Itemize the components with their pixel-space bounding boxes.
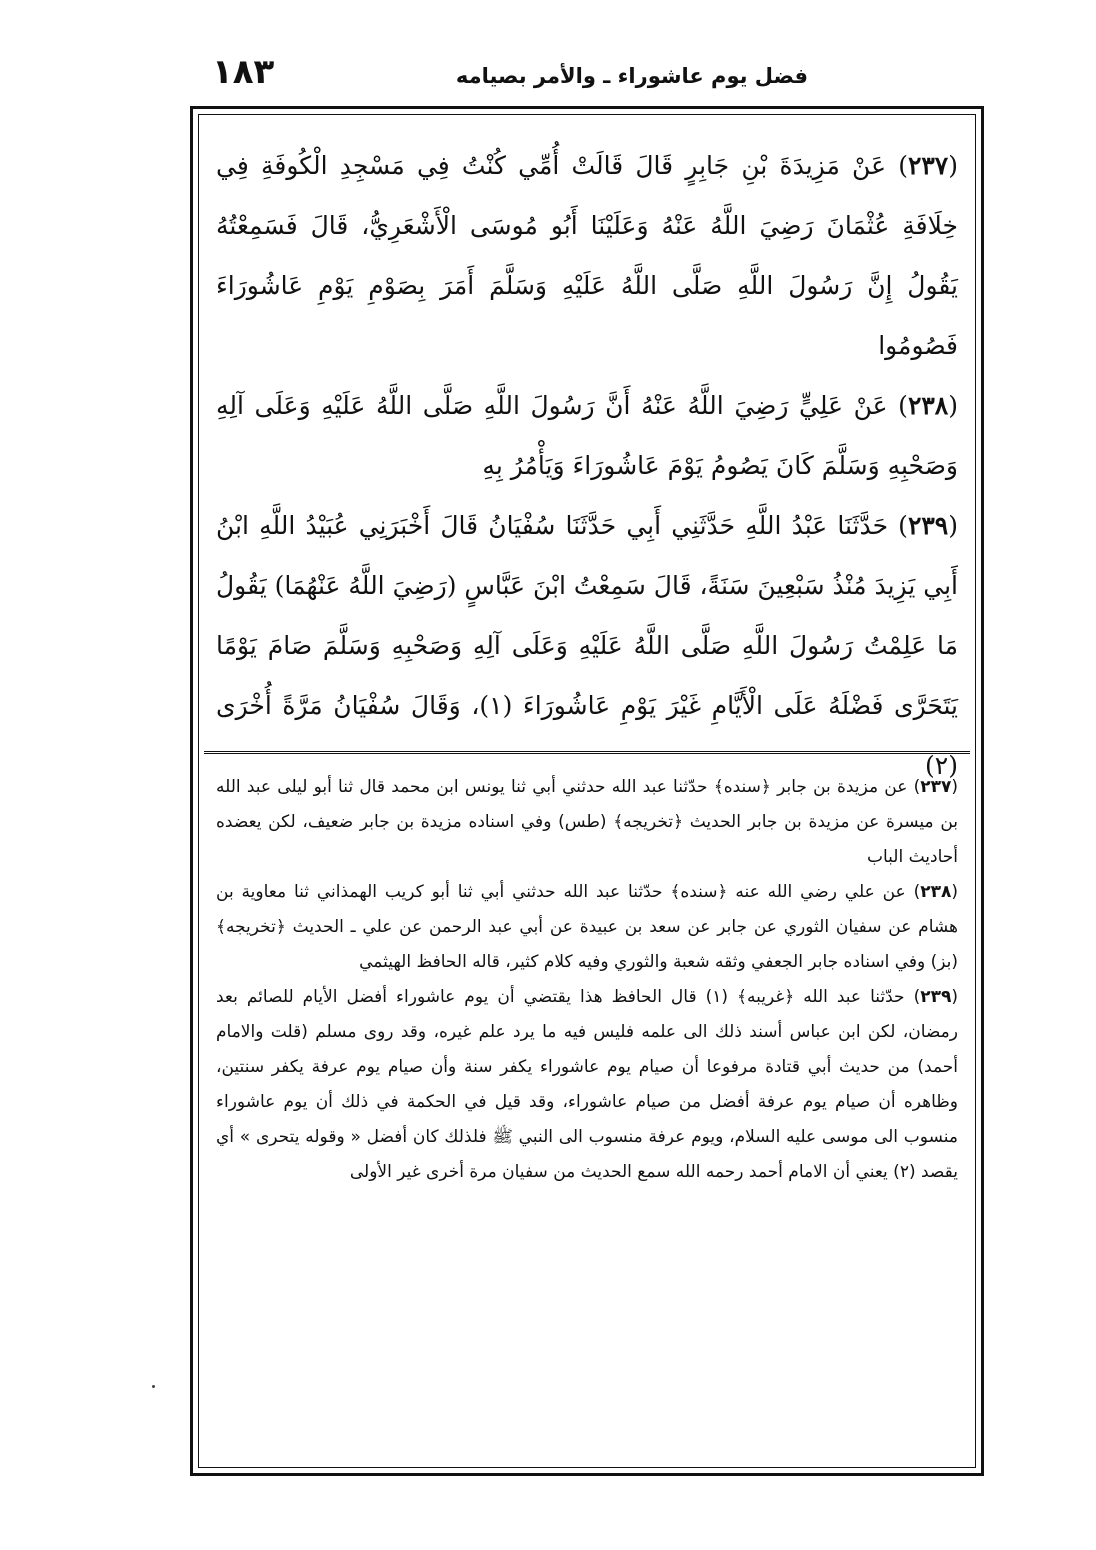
commentary-paragraph: (٢٣٨) عن علي رضي الله عنه ﴿سنده﴾ حدّثنا عبد الله حدثني أبي ثنا أبو كريب الهمذاني ثنا معاوية بن هشام عن سفيان الثوري عن جابر عن سعد بن عبيدة عن أبي عبد الرحمن عن علي ـ الحديث ﴿تخريجه﴾ (بز) وفي اسناده جابر الجعفي وثقه شعبة والثوري وفيه كلام كثير، قاله الحافظ الهيثمي bbox=[216, 882, 959, 972]
hadith-number: ٢٣٨ bbox=[907, 391, 949, 420]
hadith-number: ٢٣٧ bbox=[907, 151, 949, 180]
hadith-text: حَدَّثَنَا عَبْدُ اللَّهِ حَدَّثَنِي أَبِي حَدَّثَنَا سُفْيَانُ قَالَ أَخْبَرَنِي عُبَيْدُ اللَّهِ ابْنُ أَبِي يَزِيدَ مُنْذُ سَبْعِينَ سَنَةً، قَالَ سَمِعْتُ ابْنَ عَبَّاسٍ (رَضِيَ اللَّهُ عَنْهُمَا) يَقُولُ مَا عَلِمْتُ رَسُولَ اللَّهِ صَلَّى اللَّهُ عَلَيْهِ وَعَلَى آلِهِ وَصَحْبِهِ وَسَلَّمَ صَامَ يَوْمًا يَتَحَرَّى فَضْلَهُ عَلَى الْأَيَّامِ غَيْرَ يَوْمِ عَاشُورَاءَ (١)، وَقَالَ سُفْيَانُ مَرَّةً أُخْرَى (٢) bbox=[216, 511, 959, 780]
page-frame bbox=[190, 106, 984, 1476]
commentary-text: حدّثنا عبد الله ﴿غريبه﴾ (١) قال الحافظ هذا يقتضي أن يوم عاشوراء أفضل الأيام للصائم بعد رمضان، لكن ابن عباس أسند ذلك الى علمه فليس فيه ما يرد علم غيره، وقد روى مسلم (قلت والامام أحمد) من حديث أبي قتادة مرفوعا أن صيام يوم عاشوراء يكفر سنة وأن صيام يوم عرفة يكفر سنتين، وظاهره أن صيام يوم عرفة أفضل من صيام عاشوراء، وقد قيل في الحكمة في ذلك أن يوم عاشوراء منسوب الى موسى عليه السلام، ويوم عرفة منسوب الى النبي ﷺ فلذلك كان أفضل « وقوله يتحرى » أي يقصد (٢) يعني أن الامام أحمد رحمه الله سمع الحديث من سفيان مرة أخرى غير الأولى bbox=[216, 987, 958, 1182]
hadith-paragraph: (٢٣٨) عَنْ عَلِيٍّ رَضِيَ اللَّهُ عَنْهُ أَنَّ رَسُولَ اللَّهِ صَلَّى اللَّهُ عَلَيْهِ وَعَلَى آلِهِ وَصَحْبِهِ وَسَلَّمَ كَانَ يَصُومُ يَوْمَ عَاشُورَاءَ وَيَأْمُرُ بِهِ bbox=[216, 391, 959, 480]
commentary-paragraph: (٢٣٧) عن مزيدة بن جابر ﴿سنده﴾ حدّثنا عبد الله حدثني أبي ثنا يونس ابن محمد قال ثنا أبو ليلى عبد الله بن ميسرة عن مزيدة بن جابر الحديث ﴿تخريجه﴾ (طس) وفي اسناده مزيدة بن جابر ضعيف، لكن يعضده أحاديث الباب bbox=[216, 777, 958, 867]
footnote-separator bbox=[204, 751, 970, 754]
page-number: ١٨٣ bbox=[212, 52, 275, 92]
hadith-text: عَنْ مَزِيدَةَ بْنِ جَابِرٍ قَالَ قَالَتْ أُمِّي كُنْتُ فِي مَسْجِدِ الْكُوفَةِ فِي خِلَافَةِ عُثْمَانَ رَضِيَ اللَّهُ عَنْهُ وَعَلَيْنَا أَبُو مُوسَى الْأَشْعَرِيُّ، قَالَ فَسَمِعْتُهُ يَقُولُ إِنَّ رَسُولَ اللَّهِ صَلَّى اللَّهُ عَلَيْهِ وَسَلَّمَ أَمَرَ بِصَوْمِ يَوْمِ عَاشُورَاءَ فَصُومُوا bbox=[216, 151, 958, 360]
commentary-number: ٢٣٧ bbox=[920, 777, 952, 797]
margin-dot bbox=[152, 1385, 155, 1388]
hadith-paragraph: (٢٣٩) حَدَّثَنَا عَبْدُ اللَّهِ حَدَّثَنِي أَبِي حَدَّثَنَا سُفْيَانُ قَالَ أَخْبَرَنِي عُبَيْدُ اللَّهِ ابْنُ أَبِي يَزِيدَ مُنْذُ سَبْعِينَ سَنَةً، قَالَ سَمِعْتُ ابْنَ عَبَّاسٍ (رَضِيَ اللَّهُ عَنْهُمَا) يَقُولُ مَا عَلِمْتُ رَسُولَ اللَّهِ صَلَّى اللَّهُ عَلَيْهِ وَعَلَى آلِهِ وَصَحْبِهِ وَسَلَّمَ صَامَ يَوْمًا يَتَحَرَّى فَضْلَهُ عَلَى الْأَيَّامِ غَيْرَ يَوْمِ عَاشُورَاءَ (١)، وَقَالَ سُفْيَانُ مَرَّةً أُخْرَى (٢) bbox=[216, 511, 959, 780]
hadith-text-block bbox=[216, 136, 958, 796]
commentary-number: ٢٣٩ bbox=[920, 987, 952, 1007]
commentary-number: ٢٣٨ bbox=[920, 882, 952, 902]
commentary-text: عن علي رضي الله عنه ﴿سنده﴾ حدّثنا عبد الله حدثني أبي ثنا أبو كريب الهمذاني ثنا معاوية بن هشام عن سفيان الثوري عن جابر عن سعد بن عبيدة عن أبي عبد الرحمن عن علي ـ الحديث ﴿تخريجه﴾ (بز) وفي اسناده جابر الجعفي وثقه شعبة والثوري وفيه كلام كثير، قاله الحافظ الهيثمي bbox=[216, 882, 958, 972]
hadith-number: ٢٣٩ bbox=[907, 511, 949, 540]
running-title: فضل يوم عاشوراء ـ والأمر بصيامه bbox=[455, 64, 808, 88]
commentary-block bbox=[216, 770, 958, 1190]
commentary-text: عن مزيدة بن جابر ﴿سنده﴾ حدّثنا عبد الله حدثني أبي ثنا يونس ابن محمد قال ثنا أبو ليلى عبد الله بن ميسرة عن مزيدة بن جابر الحديث ﴿تخريجه﴾ (طس) وفي اسناده مزيدة بن جابر ضعيف، لكن يعضده أحاديث الباب bbox=[216, 777, 958, 867]
commentary-paragraph: (٢٣٩) حدّثنا عبد الله ﴿غريبه﴾ (١) قال الحافظ هذا يقتضي أن يوم عاشوراء أفضل الأيام للصائم بعد رمضان، لكن ابن عباس أسند ذلك الى علمه فليس فيه ما يرد علم غيره، وقد روى مسلم (قلت والامام أحمد) من حديث أبي قتادة مرفوعا أن صيام يوم عاشوراء يكفر سنة وأن صيام يوم عرفة يكفر سنتين، وظاهره أن صيام يوم عرفة أفضل من صيام عاشوراء، وقد قيل في الحكمة في ذلك أن يوم عاشوراء منسوب الى موسى عليه السلام، ويوم عرفة منسوب الى النبي ﷺ فلذلك كان أفضل « وقوله يتحرى » أي يقصد (٢) يعني أن الامام أحمد رحمه الله سمع الحديث من سفيان مرة أخرى غير الأولى bbox=[216, 987, 958, 1182]
page-header bbox=[200, 52, 820, 102]
hadith-paragraph: (٢٣٧) عَنْ مَزِيدَةَ بْنِ جَابِرٍ قَالَ قَالَتْ أُمِّي كُنْتُ فِي مَسْجِدِ الْكُوفَةِ فِي خِلَافَةِ عُثْمَانَ رَضِيَ اللَّهُ عَنْهُ وَعَلَيْنَا أَبُو مُوسَى الْأَشْعَرِيُّ، قَالَ فَسَمِعْتُهُ يَقُولُ إِنَّ رَسُولَ اللَّهِ صَلَّى اللَّهُ عَلَيْهِ وَسَلَّمَ أَمَرَ بِصَوْمِ يَوْمِ عَاشُورَاءَ فَصُومُوا bbox=[216, 151, 959, 360]
hadith-text: عَنْ عَلِيٍّ رَضِيَ اللَّهُ عَنْهُ أَنَّ رَسُولَ اللَّهِ صَلَّى اللَّهُ عَلَيْهِ وَعَلَى آلِهِ وَصَحْبِهِ وَسَلَّمَ كَانَ يَصُومُ يَوْمَ عَاشُورَاءَ وَيَأْمُرُ بِهِ bbox=[216, 391, 958, 480]
